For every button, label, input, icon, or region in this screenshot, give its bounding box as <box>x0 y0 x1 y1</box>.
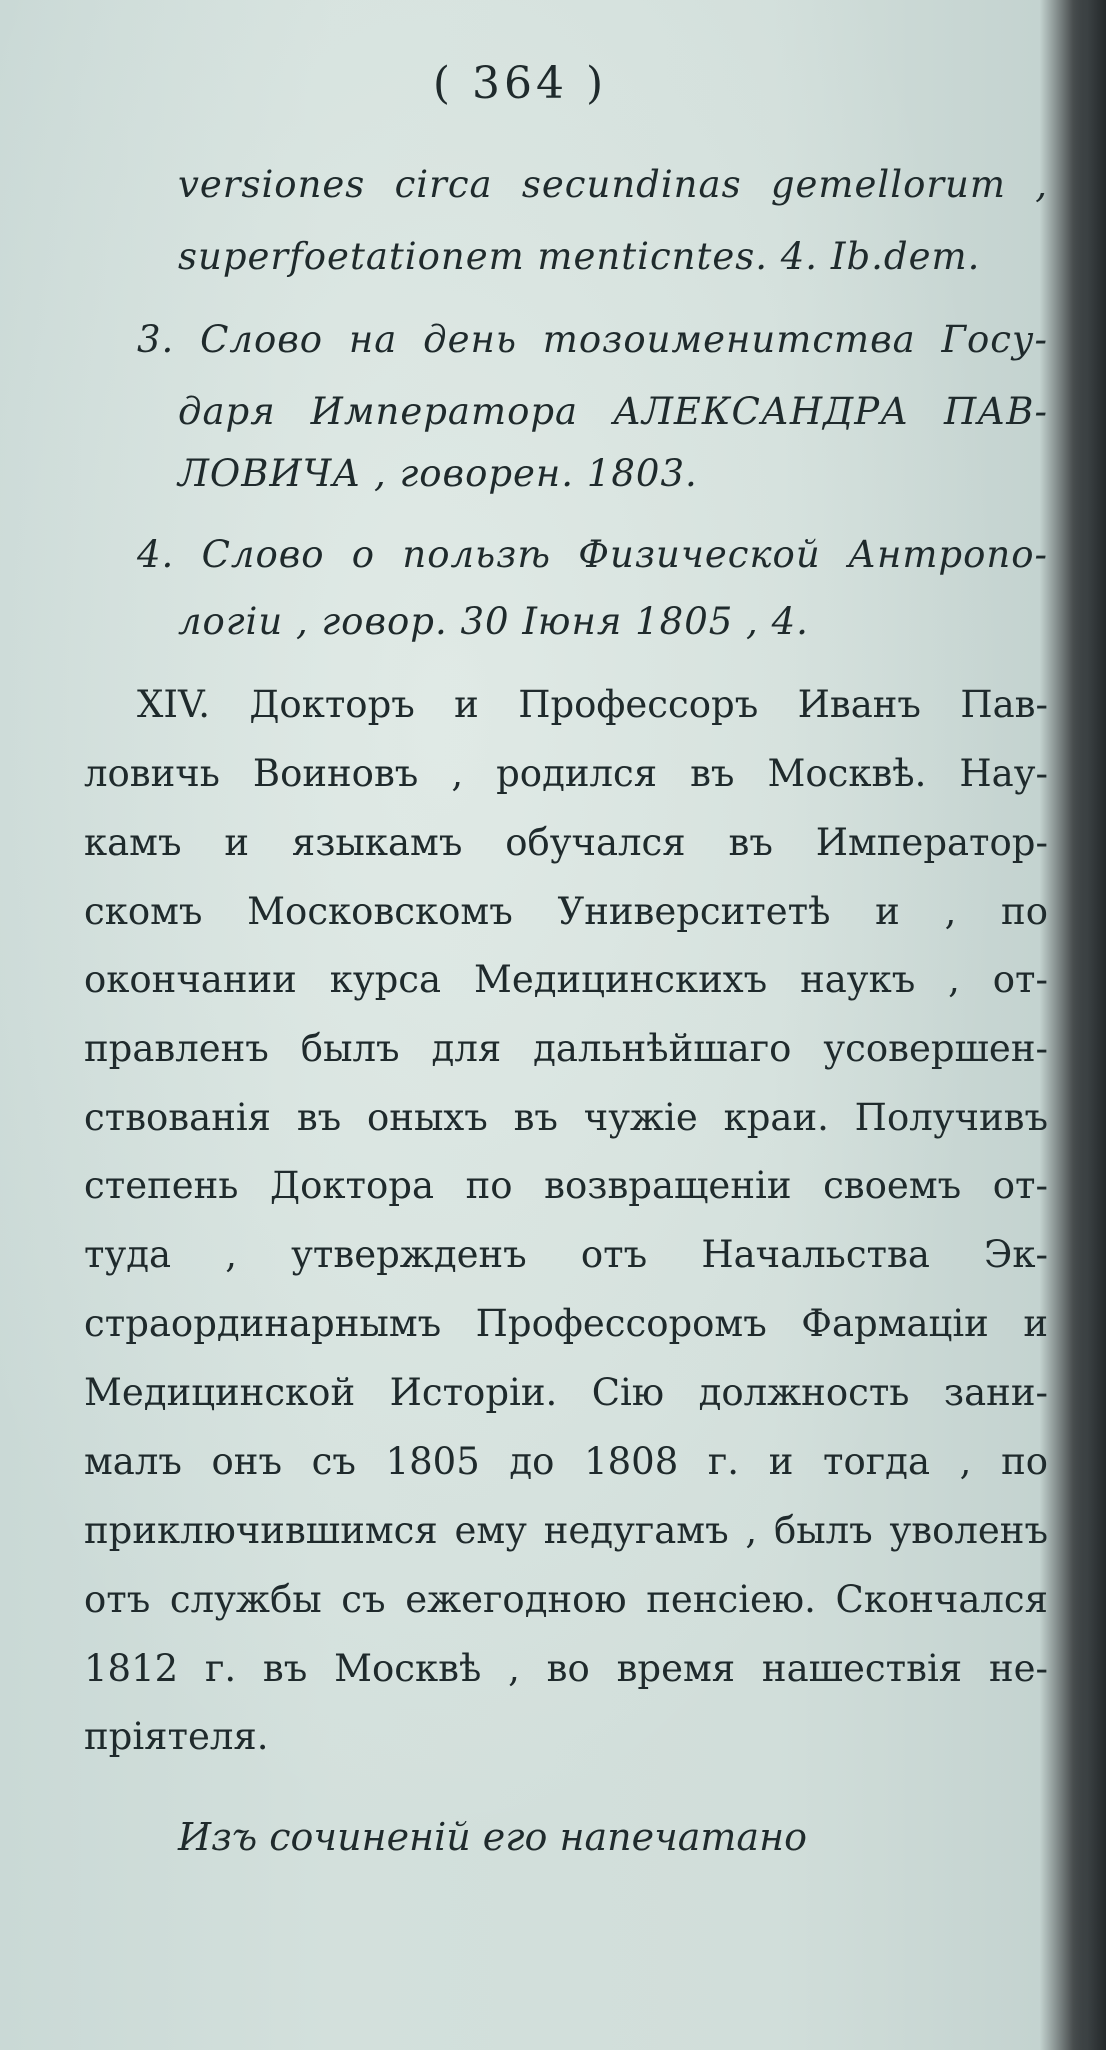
text-line: степень Доктора по возвращеніи своемъ от- <box>84 1164 1048 1207</box>
text-line: окончании курса Медицинскихъ наукъ , от- <box>84 958 1048 1001</box>
text-line: скомъ Московскомъ Университетѣ и , по <box>84 890 1048 933</box>
text-line: туда , утвержденъ отъ Начальства Эк- <box>84 1233 1048 1276</box>
text-line: даря Императора АЛЕКСАНДРА ПАВ- <box>178 390 1048 433</box>
page-edge-shadow <box>1072 0 1106 2050</box>
text-line: ствованія въ оныхъ въ чужіе краи. Получивъ <box>84 1096 1048 1139</box>
text-line: ЛОВИЧА , говорен. 1803. <box>178 452 698 495</box>
text-line: приключившимся ему недугамъ , былъ уволенъ <box>84 1509 1048 1552</box>
text-line: Медицинской Исторіи. Сію должность зани- <box>84 1371 1048 1414</box>
text-line: камъ и языкамъ обучался въ Император- <box>84 821 1048 864</box>
text-line: отъ службы съ ежегодною пенсіею. Скончался <box>84 1578 1048 1621</box>
text-line: логіи , говор. 30 Іюня 1805 , 4. <box>178 600 809 643</box>
text-line: versiones circa secundinas gemellorum , <box>178 163 1048 206</box>
text-line: 1812 г. въ Москвѣ , во время нашествія не- <box>84 1647 1048 1690</box>
text-line: superfoetationem menticntes. 4. Ib.dem. <box>178 235 981 278</box>
text-line: ловичь Воиновъ , родился въ Москвѣ. Нау- <box>84 752 1048 795</box>
text-line: XIV. Докторъ и Профессоръ Иванъ Пав- <box>137 683 1048 726</box>
section-heading: Изъ сочиненій его напечатано <box>178 1815 807 1859</box>
page-number: ( 364 ) <box>432 58 608 109</box>
text-line: правленъ былъ для дальнѣйшаго усовершен- <box>84 1027 1048 1070</box>
text-line: малъ онъ съ 1805 до 1808 г. и тогда , по <box>84 1440 1048 1483</box>
text-line: страординарнымъ Профессоромъ Фармаціи и <box>84 1302 1048 1345</box>
text-line: 4. Слово о пользѣ Физической Антропо- <box>137 533 1048 576</box>
text-line: 3. Слово на день тозоименитства Госу- <box>137 318 1048 361</box>
text-line: пріятеля. <box>84 1715 269 1758</box>
